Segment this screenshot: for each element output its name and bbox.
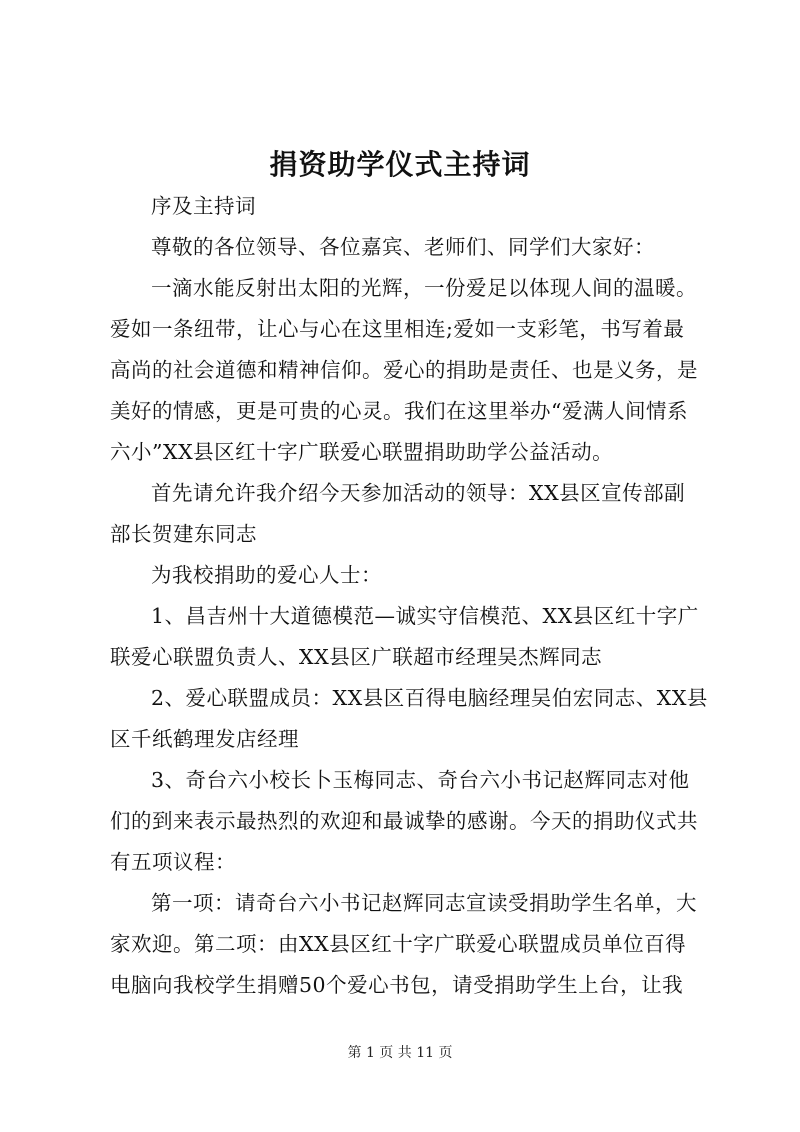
paragraph-line: 部长贺建东同志 <box>110 522 257 546</box>
paragraph-line: 联爱心联盟负责人、XX县区广联超市经理吴杰辉同志 <box>110 645 603 669</box>
paragraph-line: 六小”XX县区红十字广联爱心联盟捐助助学公益活动。 <box>110 440 614 464</box>
paragraph-line: 1、昌吉州十大道德模范—诚实守信模范、XX县区红十字广 <box>151 604 699 628</box>
document-title: 捐资助学仪式主持词 <box>269 148 531 181</box>
paragraph-line: 首先请允许我介绍今天参加活动的领导：XX县区宣传部副 <box>151 481 686 505</box>
paragraph-line: 电脑向我校学生捐赠50个爱心书包，请受捐助学生上台，让我 <box>110 973 684 997</box>
paragraph-line: 美好的情感，更是可贵的心灵。我们在这里举办“爱满人间情系 <box>110 399 688 423</box>
paragraph-line: 爱如一条纽带，让心与心在这里相连;爱如一支彩笔，书写着最 <box>110 317 685 341</box>
paragraph-line: 尊敬的各位领导、各位嘉宾、老师们、同学们大家好： <box>151 235 655 259</box>
paragraph-line: 为我校捐助的爱心人士： <box>151 563 382 587</box>
document-body <box>110 186 710 1006</box>
paragraph-line: 3、奇台六小校长卜玉梅同志、奇台六小书记赵辉同志对他 <box>151 768 690 792</box>
paragraph-line: 区千纸鹤理发店经理 <box>110 727 299 751</box>
paragraph-line: 一滴水能反射出太阳的光辉，一份爱足以体现人间的温暖。 <box>151 276 697 300</box>
page-number-footer: 第 1 页 共 11 页 <box>347 1045 453 1061</box>
paragraph-line: 家欢迎。第二项：由XX县区红十字广联爱心联盟成员单位百得 <box>110 932 687 956</box>
paragraph-line: 2、爱心联盟成员：XX县区百得电脑经理吴伯宏同志、XX县 <box>151 686 708 710</box>
paragraph-line: 高尚的社会道德和精神信仰。爱心的捐助是责任、也是义务，是 <box>110 358 698 382</box>
paragraph-line: 有五项议程： <box>110 850 236 874</box>
paragraph-line: 第一项：请奇台六小书记赵辉同志宣读受捐助学生名单，大 <box>151 891 697 915</box>
paragraph-line: 们的到来表示最热烈的欢迎和最诚挚的感谢。今天的捐助仪式共 <box>110 809 698 833</box>
paragraph-line: 序及主持词 <box>151 194 256 218</box>
